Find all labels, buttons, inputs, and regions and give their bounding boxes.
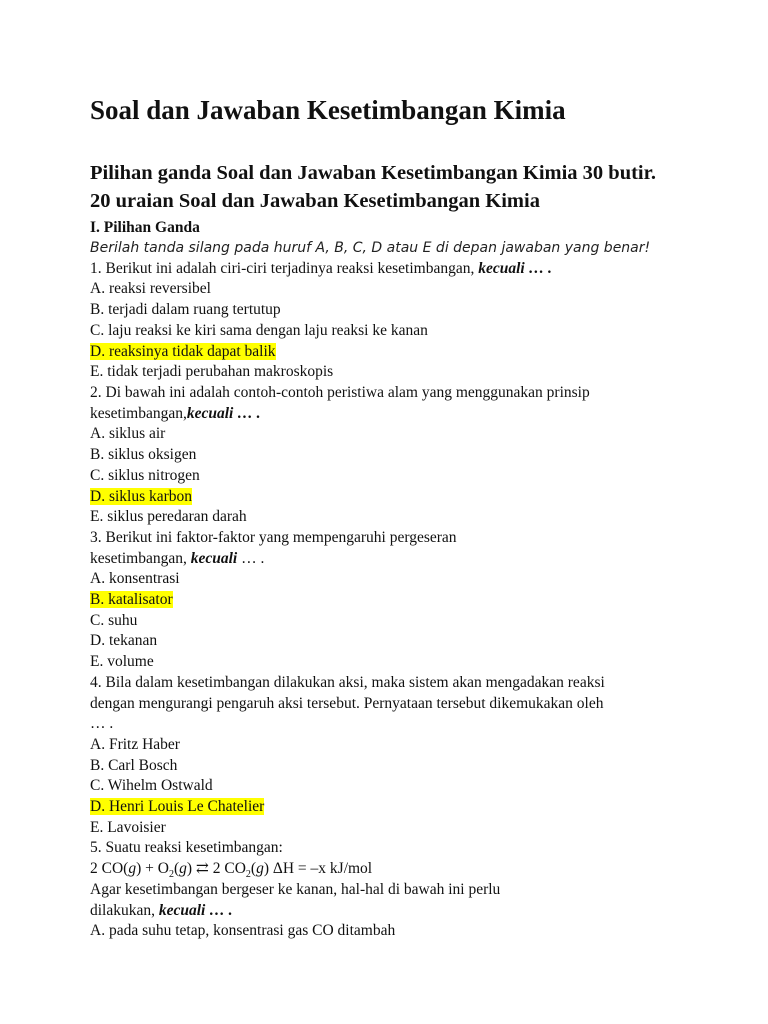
- kecuali-label: kecuali: [186, 404, 234, 422]
- question-1-option-a: A. reaksi reversibel: [90, 280, 211, 298]
- page-subtitle: Pilihan ganda Soal dan Jawaban Kesetimbangan Kimia 30 butir. 20 uraian Soal dan Jawaban Kesetimbangan Kimia: [90, 161, 656, 213]
- question-2-option-b: B. siklus oksigen: [90, 446, 197, 464]
- question-1-ellipsis: … .: [524, 259, 552, 277]
- question-2-option-e: E. siklus peredaran darah: [90, 508, 247, 526]
- question-4-option-b: B. Carl Bosch: [90, 756, 178, 774]
- question-3-line-2: [90, 549, 678, 570]
- eq-gas-3: g: [256, 860, 264, 878]
- eq-gas-1: g: [128, 860, 137, 878]
- kecuali-label: kecuali: [190, 549, 238, 567]
- question-5-line-1: 5. Suatu reaksi kesetimbangan:: [90, 839, 283, 857]
- instruction-text: Berilah tanda silang pada huruf A, B, C, D atau E di depan jawaban yang benar!: [90, 240, 651, 257]
- question-4-line-1: 4. Bila dalam kesetimbangan dilakukan aksi, maka sistem akan mengadakan reaksi: [90, 673, 605, 691]
- question-5-option-a: A. pada suhu tetap, konsentrasi gas CO ditambah: [90, 922, 396, 940]
- kecuali-label: kecuali: [478, 259, 525, 277]
- question-3-ellipsis: … .: [237, 549, 265, 567]
- question-3-option-d: D. tekanan: [90, 632, 158, 650]
- question-5-text: dilakukan,: [90, 901, 159, 919]
- question-3-option-b-answer: B. katalisator: [90, 591, 173, 609]
- question-1-text: 1. Berikut ini adalah ciri-ciri terjadinya reaksi kesetimbangan,: [90, 259, 479, 277]
- question-2-line-1: 2. Di bawah ini adalah contoh-contoh peristiwa alam yang menggunakan prinsip: [90, 383, 590, 401]
- question-4-option-c: C. Wihelm Ostwald: [90, 777, 213, 795]
- eq-part-5: (: [250, 860, 257, 878]
- question-4-option-e: E. Lavoisier: [90, 818, 166, 836]
- question-1-option-b: B. terjadi dalam ruang tertutup: [90, 301, 281, 319]
- question-2-ellipsis: … .: [233, 404, 261, 422]
- question-1-option-e: E. tidak terjadi perubahan makroskopis: [90, 363, 334, 381]
- question-3-text: kesetimbangan,: [90, 549, 191, 567]
- eq-part-1: 2 CO(: [90, 860, 129, 878]
- eq-part-6: ) ΔH = –x kJ/mol: [263, 860, 373, 878]
- question-3-option-e: E. volume: [90, 653, 154, 671]
- section-heading: I. Pilihan Ganda: [90, 219, 200, 237]
- question-2-text: kesetimbangan,: [90, 404, 187, 422]
- eq-part-3: (: [173, 860, 180, 878]
- question-4-line-2: dengan mengurangi pengaruh aksi tersebut. Pernyataan tersebut dikemukakan oleh: [90, 694, 604, 712]
- question-2-option-d-answer: D. siklus karbon: [90, 487, 193, 505]
- question-4-option-a: A. Fritz Haber: [90, 735, 180, 753]
- question-2-line-2: [90, 404, 678, 425]
- question-3-option-c: C. suhu: [90, 611, 138, 629]
- eq-sub-1: 2: [168, 869, 174, 881]
- eq-sub-2: 2: [245, 869, 251, 881]
- question-4-option-d-answer: D. Henri Louis Le Chatelier: [90, 798, 265, 816]
- eq-gas-2: g: [179, 860, 187, 878]
- question-3-option-a: A. konsentrasi: [90, 570, 180, 588]
- question-3-line-1: 3. Berikut ini faktor-faktor yang mempengaruhi pergeseran: [90, 528, 457, 546]
- question-5-line-2: Agar kesetimbangan bergeser ke kanan, hal-hal di bawah ini perlu: [90, 880, 501, 898]
- question-5-ellipsis: … .: [205, 901, 233, 919]
- kecuali-label: kecuali: [158, 901, 206, 919]
- eq-part-2: ) + O: [136, 860, 169, 878]
- question-5-equation: [90, 859, 678, 880]
- question-2-option-a: A. siklus air: [90, 425, 166, 443]
- question-1-option-c: C. laju reaksi ke kiri sama dengan laju reaksi ke kanan: [90, 321, 428, 339]
- question-1: [90, 259, 678, 280]
- question-2-option-c: C. siklus nitrogen: [90, 466, 200, 484]
- question-4-line-3: … .: [90, 715, 114, 733]
- page-title: Soal dan Jawaban Kesetimbangan Kimia: [90, 95, 566, 125]
- question-5-line-3: [90, 901, 678, 922]
- question-1-option-d-answer: D. reaksinya tidak dapat balik: [90, 342, 276, 360]
- eq-part-4: ) ⇄ 2 CO: [186, 860, 246, 878]
